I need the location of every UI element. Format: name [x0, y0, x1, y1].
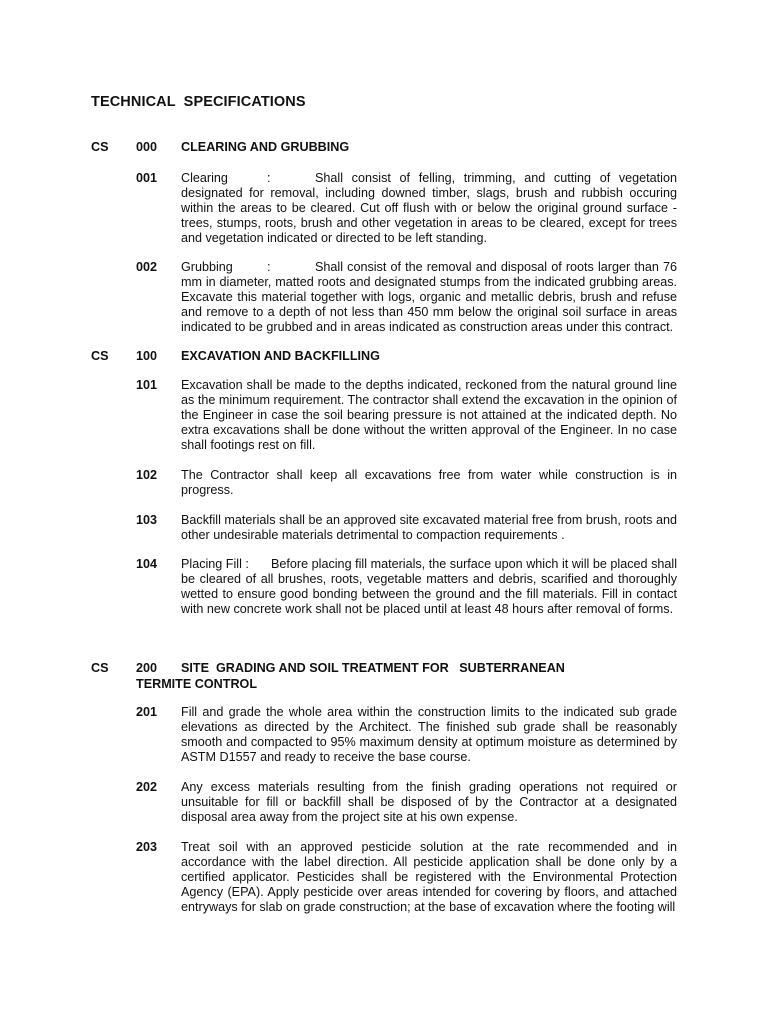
item-number: 202 [136, 780, 158, 794]
section-title: EXCAVATION AND BACKFILLING [181, 349, 380, 363]
item-number: 203 [136, 840, 158, 854]
item-body: Before placing fill materials, the surface upon which it will be placed shall be cleared of all brushes, roots, vegetable matters and debris, scarified and thoroughly wetted to ensure good bonding between the ground and the fill materials. Fill in contact with new concrete work shall not be placed until at least 48 hours after removal of forms. [181, 557, 677, 617]
section-title: SITE GRADING AND SOIL TREATMENT FOR SUBTERRANEAN [181, 661, 565, 675]
item-label: Grubbing [181, 260, 233, 274]
section-number: 200 [136, 661, 158, 675]
item-text: The Contractor shall keep all excavations free from water while construction is in progress. [181, 468, 677, 498]
item-text [181, 260, 677, 335]
item-text: Backfill materials shall be an approved site excavated material free from brush, roots and other undesirable materials detrimental to compaction requirements . [181, 513, 677, 543]
item-label: Placing Fill : [181, 557, 249, 571]
item-number: 001 [136, 171, 158, 185]
item-text [181, 171, 677, 246]
item-number: 102 [136, 468, 158, 482]
item-number: 002 [136, 260, 158, 274]
section-title-continued: TERMITE CONTROL [136, 677, 258, 691]
item-body: Shall consist of felling, trimming, and cutting of vegetation designated for removal, including downed timber, slags, brush and rubbish occuring within the areas to be cleared. Cut off flush with or below the original ground surface - trees, stumps, roots, brush and other vegetation in areas to be cleared, except for trees and vegetation indicated or directed to be left standing. [181, 171, 677, 246]
item-colon: : [267, 171, 271, 185]
section-prefix: CS [91, 349, 109, 363]
item-number: 103 [136, 513, 158, 527]
item-text [181, 557, 677, 617]
document-title: TECHNICAL SPECIFICATIONS [91, 94, 306, 110]
item-colon: : [267, 260, 271, 274]
section-number: 100 [136, 349, 158, 363]
item-text: Excavation shall be made to the depths indicated, reckoned from the natural ground line as the minimum requirement. The contractor shall extend the excavation in the opinion of the Engineer in case the soil bearing pressure is not attained at the indicated depth. No extra excavations shall be done without the written approval of the Engineer. In no case shall footings rest on fill. [181, 378, 677, 453]
item-number: 101 [136, 378, 158, 392]
item-text: Treat soil with an approved pesticide solution at the rate recommended and in accordance with the label direction. All pesticide application shall be done only by a certified applicator. Pesticides shall be registered with the Environmental Protection Agency (EPA). Apply pesticide over areas intended for covering by floors, and attached entryways for slab on grade construction; at the base of excavation where the footing will [181, 840, 677, 915]
item-text: Fill and grade the whole area within the construction limits to the indicated sub grade elevations as directed by the Architect. The finished sub grade shall be reasonably smooth and compacted to 95% maximum density at optimum moisture as determined by ASTM D1557 and ready to receive the base course. [181, 705, 677, 765]
item-body: Shall consist of the removal and disposal of roots larger than 76 mm in diameter, matted roots and designated stumps from the indicated grubbing areas. Excavate this material together with logs, organic and metallic debris, brush and refuse and remove to a depth of not less than 450 mm below the original soil surface in areas indicated to be grubbed and in areas indicated as construction areas under this contract. [181, 260, 677, 335]
item-number: 201 [136, 705, 158, 719]
item-number: 104 [136, 557, 158, 571]
section-title: CLEARING AND GRUBBING [181, 140, 350, 154]
section-prefix: CS [91, 140, 109, 154]
section-prefix: CS [91, 661, 109, 675]
section-number: 000 [136, 140, 158, 154]
item-label: Clearing [181, 171, 228, 185]
item-text: Any excess materials resulting from the finish grading operations not required or unsuitable for fill or backfill shall be disposed of by the Contractor at a designated disposal area away from the project site at his own expense. [181, 780, 677, 825]
